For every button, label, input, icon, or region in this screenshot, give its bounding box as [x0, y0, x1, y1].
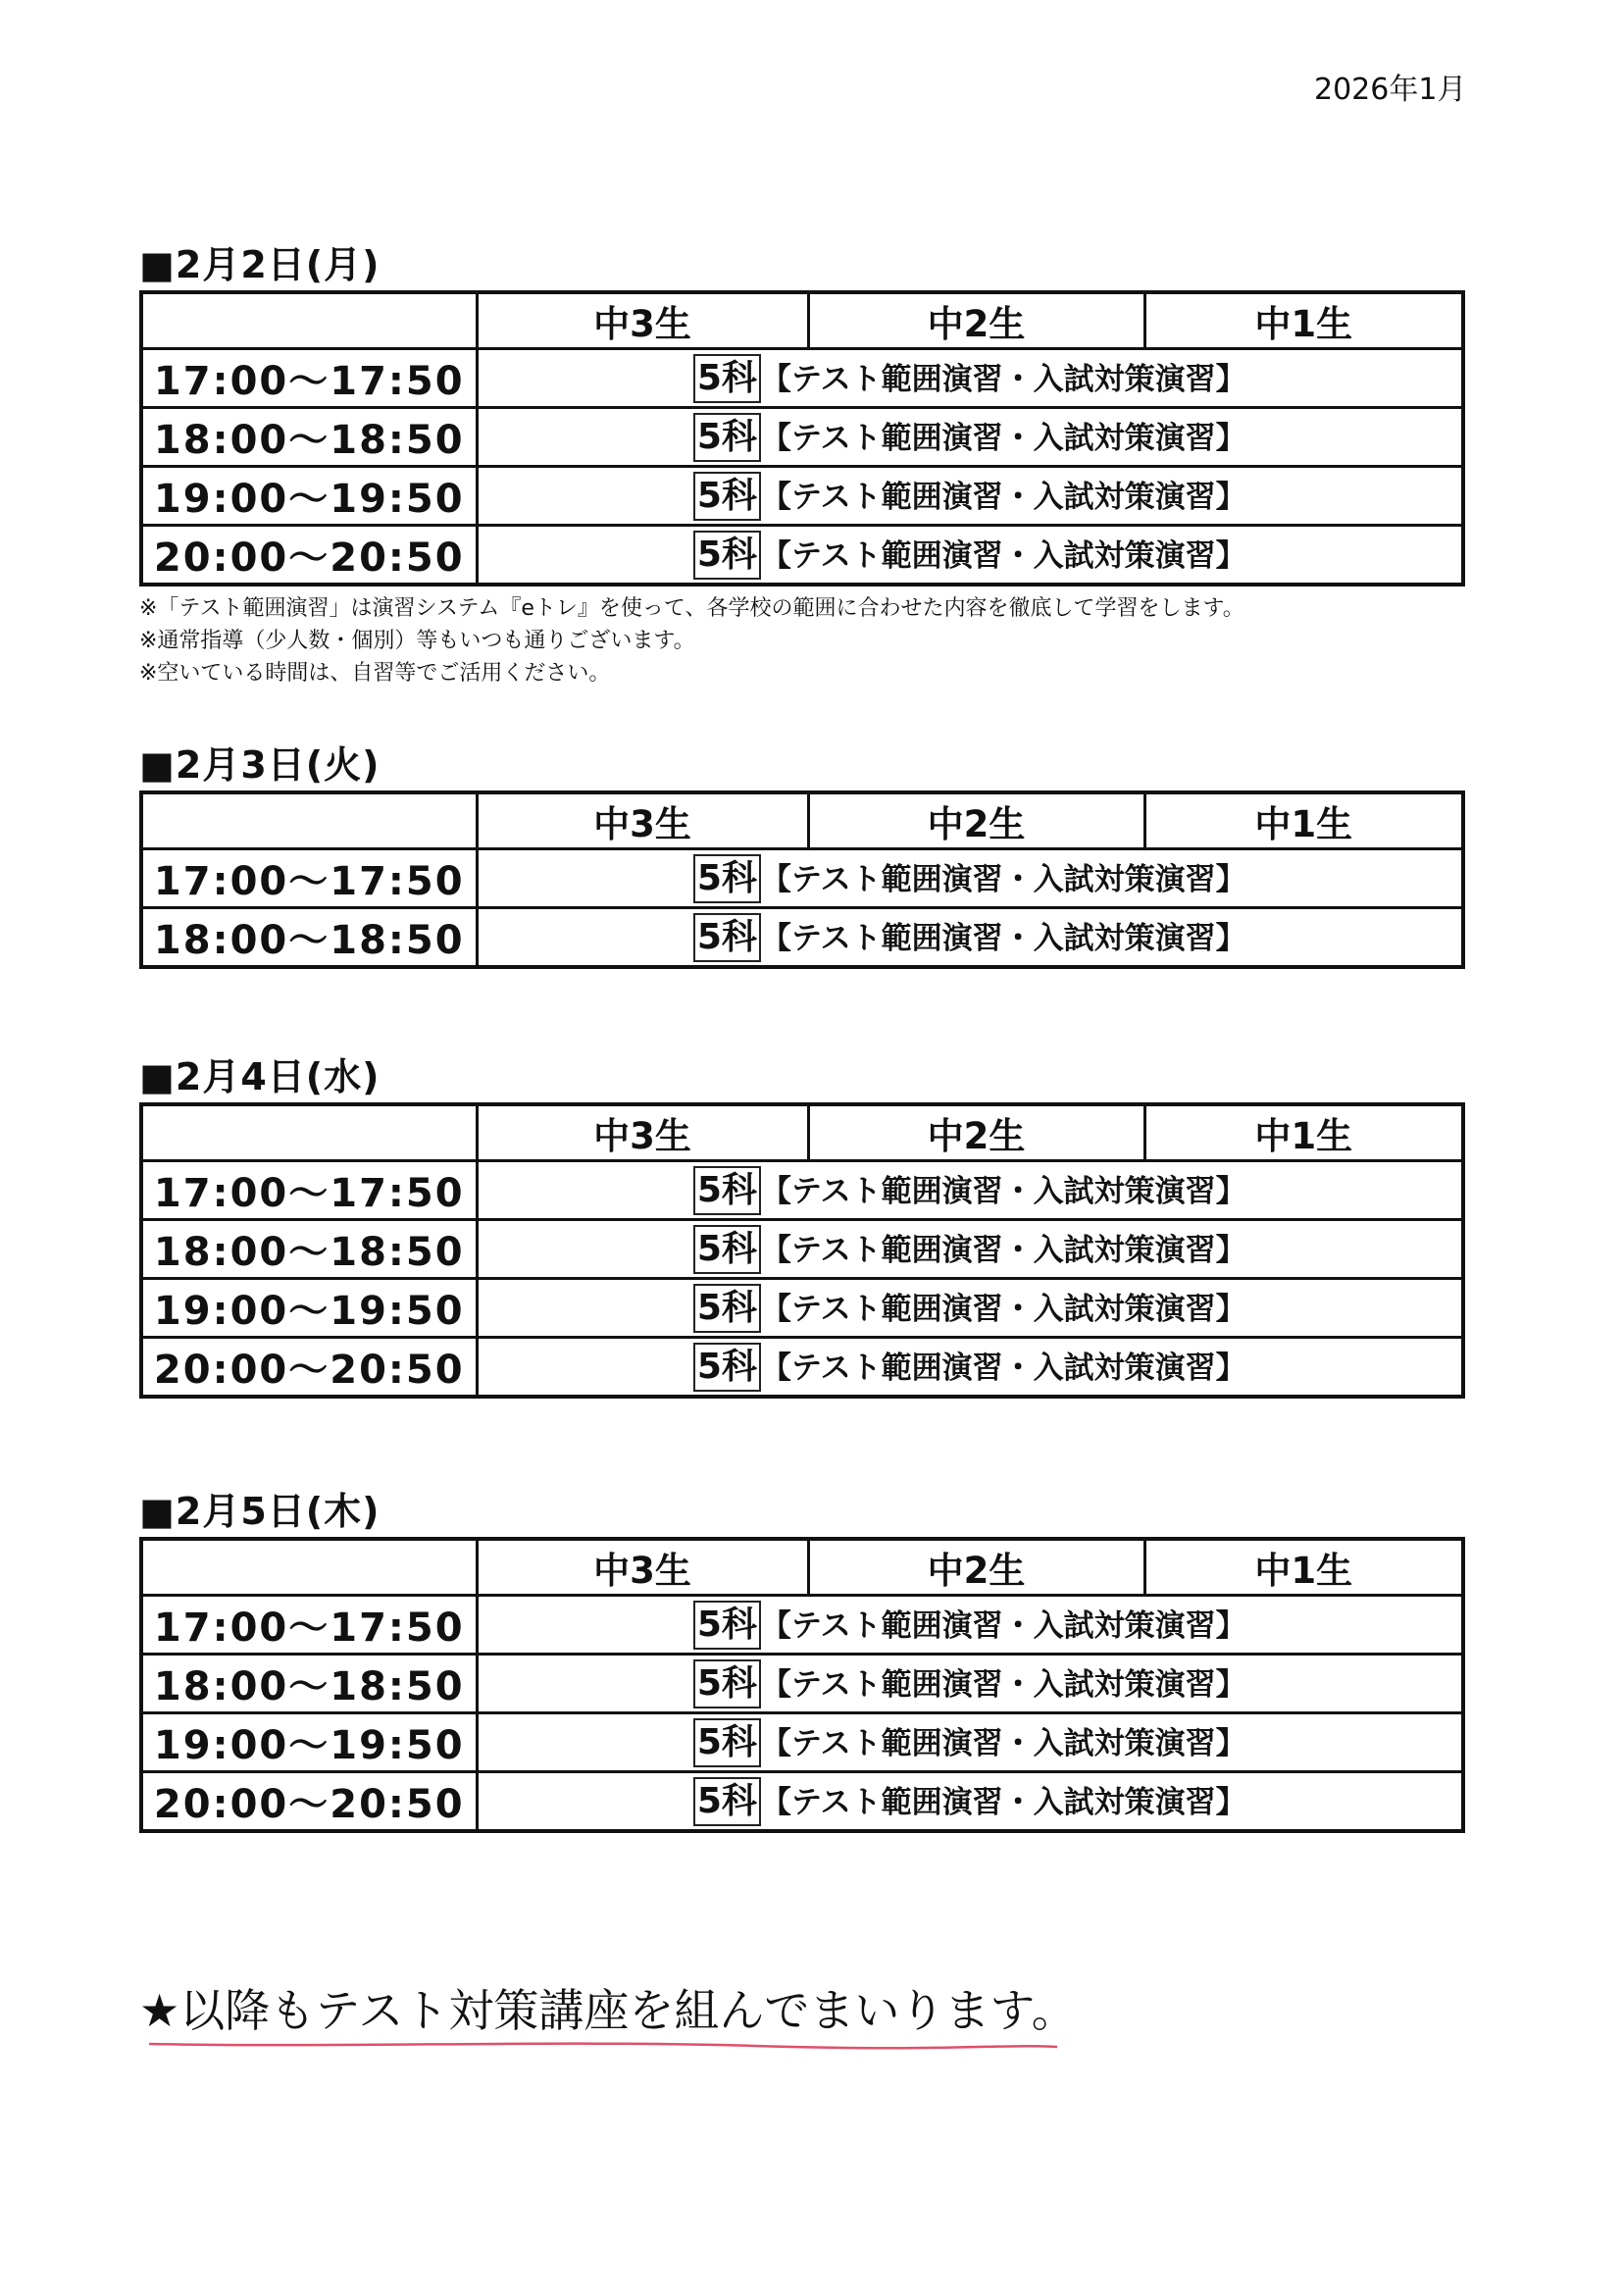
schedule-section-feb-3	[139, 743, 1465, 969]
table-row	[141, 908, 1463, 968]
header-blank-cell	[141, 1539, 477, 1596]
table-header-row	[141, 1539, 1463, 1596]
section-title: ■2月2日(月)	[139, 243, 381, 286]
header-grade-2: 中2生	[808, 292, 1144, 349]
table-row	[141, 1279, 1463, 1338]
table-row	[141, 1338, 1463, 1398]
table-header-row	[141, 792, 1463, 849]
header-grade-3: 中3生	[477, 792, 808, 849]
note-line: ※通常指導（少人数・個別）等もいつも通りございます。	[139, 629, 695, 653]
time-slot: 20:00〜20:50	[141, 526, 477, 586]
table-row	[141, 1655, 1463, 1713]
header-grade-3: 中3生	[477, 1104, 808, 1161]
subject-badge: 5科	[693, 413, 761, 462]
section-title: ■2月4日(水)	[139, 1055, 381, 1098]
time-slot: 17:00〜17:50	[141, 1596, 477, 1655]
class-description: 【テスト範囲演習・入試対策演習】	[760, 1607, 1246, 1644]
table-header-row	[141, 292, 1463, 349]
class-content	[477, 1596, 1463, 1655]
footer-message: ★以降もテスト対策講座を組んでまいります。	[139, 1984, 1077, 2037]
subject-badge: 5科	[693, 1601, 761, 1650]
class-content	[477, 1220, 1463, 1279]
header-grade-1: 中1生	[1144, 1539, 1463, 1596]
table-header-row	[141, 1104, 1463, 1161]
subject-badge: 5科	[693, 1225, 761, 1274]
table-row	[141, 408, 1463, 467]
class-description: 【テスト範囲演習・入試対策演習】	[760, 1725, 1246, 1761]
subject-badge: 5科	[693, 531, 761, 580]
schedule-section-feb-4	[139, 1055, 1465, 1399]
schedule-section-feb-5	[139, 1490, 1465, 1833]
header-blank-cell	[141, 792, 477, 849]
schedule-table	[139, 1537, 1465, 1833]
table-row	[141, 1596, 1463, 1655]
class-description: 【テスト範囲演習・入試対策演習】	[760, 420, 1246, 456]
subject-badge: 5科	[693, 354, 761, 403]
time-slot: 20:00〜20:50	[141, 1772, 477, 1832]
subject-badge: 5科	[693, 1166, 761, 1215]
time-slot: 18:00〜18:50	[141, 408, 477, 467]
table-row	[141, 849, 1463, 908]
class-content	[477, 1338, 1463, 1398]
class-description: 【テスト範囲演習・入試対策演習】	[760, 1350, 1246, 1386]
section-title: ■2月3日(火)	[139, 743, 381, 787]
class-content	[477, 1713, 1463, 1772]
subject-badge: 5科	[693, 1777, 761, 1826]
schedule-table	[139, 1102, 1465, 1399]
schedule-table	[139, 290, 1465, 586]
class-description: 【テスト範囲演習・入試対策演習】	[760, 920, 1246, 956]
header-grade-2: 中2生	[808, 1104, 1144, 1161]
class-content	[477, 1655, 1463, 1713]
time-slot: 18:00〜18:50	[141, 1220, 477, 1279]
header-grade-1: 中1生	[1144, 792, 1463, 849]
subject-badge: 5科	[693, 1284, 761, 1333]
header-grade-2: 中2生	[808, 1539, 1144, 1596]
class-content	[477, 408, 1463, 467]
handwritten-underline	[147, 2038, 1059, 2054]
class-content	[477, 1772, 1463, 1832]
time-slot: 19:00〜19:50	[141, 467, 477, 526]
time-slot: 19:00〜19:50	[141, 1713, 477, 1772]
document-date: 2026年1月	[1314, 73, 1467, 107]
table-row	[141, 467, 1463, 526]
schedule-table	[139, 790, 1465, 969]
class-description: 【テスト範囲演習・入試対策演習】	[760, 537, 1246, 574]
table-row	[141, 1220, 1463, 1279]
table-row	[141, 1713, 1463, 1772]
class-description: 【テスト範囲演習・入試対策演習】	[760, 1173, 1246, 1209]
section-title: ■2月5日(木)	[139, 1490, 381, 1533]
class-content	[477, 1161, 1463, 1220]
header-grade-3: 中3生	[477, 292, 808, 349]
time-slot: 18:00〜18:50	[141, 908, 477, 968]
class-content	[477, 849, 1463, 908]
class-content	[477, 1279, 1463, 1338]
class-content	[477, 908, 1463, 968]
time-slot: 17:00〜17:50	[141, 1161, 477, 1220]
notes	[139, 592, 1465, 689]
subject-badge: 5科	[693, 472, 761, 521]
class-description: 【テスト範囲演習・入試対策演習】	[760, 1666, 1246, 1703]
class-content	[477, 467, 1463, 526]
schedule-section-feb-2	[139, 243, 1465, 689]
header-grade-2: 中2生	[808, 792, 1144, 849]
header-grade-3: 中3生	[477, 1539, 808, 1596]
table-row	[141, 349, 1463, 408]
time-slot: 17:00〜17:50	[141, 849, 477, 908]
note-line: ※「テスト範囲演習」は演習システム『eトレ』を使って、各学校の範囲に合わせた内容を徹底して学習をします。	[139, 596, 1244, 621]
time-slot: 18:00〜18:50	[141, 1655, 477, 1713]
time-slot: 19:00〜19:50	[141, 1279, 477, 1338]
header-grade-1: 中1生	[1144, 1104, 1463, 1161]
subject-badge: 5科	[693, 1343, 761, 1392]
subject-badge: 5科	[693, 913, 761, 962]
class-content	[477, 349, 1463, 408]
subject-badge: 5科	[693, 1659, 761, 1708]
time-slot: 20:00〜20:50	[141, 1338, 477, 1398]
class-description: 【テスト範囲演習・入試対策演習】	[760, 1291, 1246, 1327]
class-description: 【テスト範囲演習・入試対策演習】	[760, 1232, 1246, 1268]
note-line: ※空いている時間は、自習等でご活用ください。	[139, 661, 611, 686]
header-blank-cell	[141, 292, 477, 349]
subject-badge: 5科	[693, 854, 761, 903]
table-row	[141, 1161, 1463, 1220]
class-description: 【テスト範囲演習・入試対策演習】	[760, 479, 1246, 515]
class-description: 【テスト範囲演習・入試対策演習】	[760, 861, 1246, 897]
table-row	[141, 1772, 1463, 1832]
table-row	[141, 526, 1463, 586]
class-content	[477, 526, 1463, 586]
subject-badge: 5科	[693, 1718, 761, 1767]
header-grade-1: 中1生	[1144, 292, 1463, 349]
header-blank-cell	[141, 1104, 477, 1161]
class-description: 【テスト範囲演習・入試対策演習】	[760, 1784, 1246, 1820]
class-description: 【テスト範囲演習・入試対策演習】	[760, 361, 1246, 397]
time-slot: 17:00〜17:50	[141, 349, 477, 408]
